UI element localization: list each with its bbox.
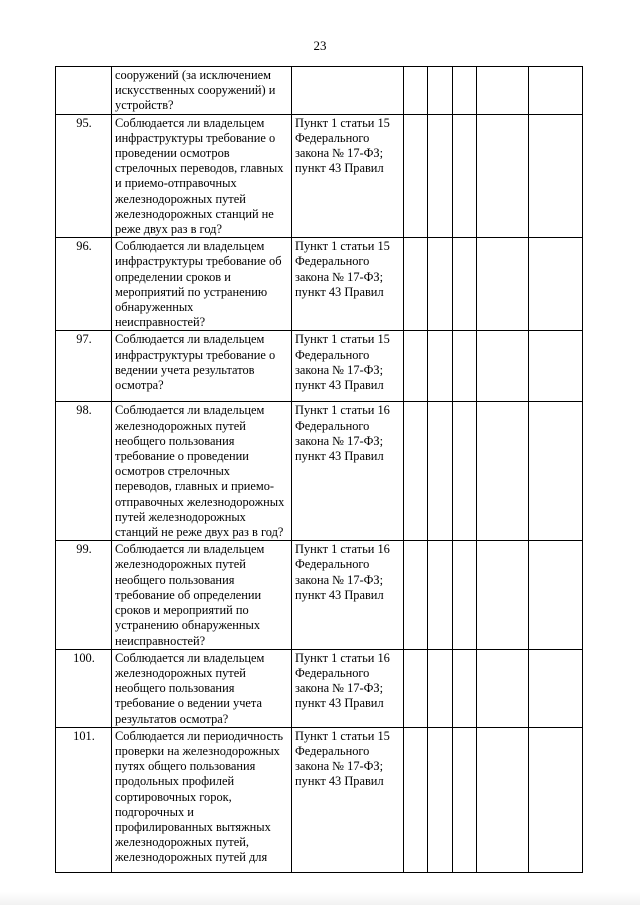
answer-cell [529, 649, 583, 727]
basis-line: закона № 17-ФЗ; [295, 681, 384, 696]
requirement-question [112, 541, 292, 649]
basis-line: Пункт 1 статьи 15 [295, 239, 390, 254]
answer-cell [477, 238, 529, 331]
question-line: Соблюдается ли владельцем [115, 403, 265, 418]
basis-line: Федерального [295, 557, 370, 572]
question-line: неисправностей? [115, 315, 206, 330]
table-row [56, 67, 583, 115]
item-number: 95. [56, 114, 112, 238]
basis-line: Пункт 1 статьи 15 [295, 332, 390, 347]
question-line: железнодорожных путей [115, 418, 246, 433]
question-line: ведении учета результатов [115, 362, 255, 377]
question-line: Соблюдается ли владельцем [115, 650, 265, 665]
table-row [56, 331, 583, 402]
question-line: осмотра? [115, 378, 164, 393]
basis-line: пункт 43 Правил [295, 161, 384, 176]
question-line: Соблюдается ли владельцем [115, 115, 265, 130]
scan-bottom-edge [0, 892, 640, 905]
item-number: 100. [56, 649, 112, 727]
legal-basis [292, 649, 404, 727]
answer-cell [428, 114, 453, 238]
table-row [56, 402, 583, 541]
legal-basis [292, 541, 404, 649]
answer-cell [477, 331, 529, 402]
basis-line: закона № 17-ФЗ; [295, 572, 384, 587]
question-line: путей железнодорожных [115, 509, 246, 524]
question-line: инфраструктуры требование о [115, 347, 276, 362]
item-number: 99. [56, 541, 112, 649]
basis-line: Пункт 1 статьи 15 [295, 115, 390, 130]
answer-cell [453, 649, 477, 727]
basis-line: Пункт 1 статьи 16 [295, 403, 390, 418]
answer-cell [453, 114, 477, 238]
question-line: Соблюдается ли владельцем [115, 239, 265, 254]
checklist-table [55, 66, 583, 873]
question-line: подгорочных и [115, 804, 194, 819]
question-line: результатов осмотра? [115, 711, 229, 726]
basis-line: Федерального [295, 743, 370, 758]
question-line: стрелочных переводов, главных [115, 161, 284, 176]
question-line: проверки на железнодорожных [115, 743, 280, 758]
basis-line: пункт 43 Правил [295, 378, 384, 393]
question-line: путях общего пользования [115, 759, 256, 774]
answer-cell [453, 238, 477, 331]
question-line: определении сроков и [115, 269, 231, 284]
question-line: профилированных вытяжных [115, 819, 271, 834]
question-line: и приемо-отправочных [115, 176, 237, 191]
answer-cell [453, 541, 477, 649]
basis-line: закона № 17-ФЗ; [295, 362, 384, 377]
question-line: инфраструктуры требование об [115, 254, 282, 269]
question-line: реже двух раз в год? [115, 222, 222, 237]
answer-cell [428, 649, 453, 727]
answer-cell [453, 331, 477, 402]
basis-line: Пункт 1 статьи 15 [295, 728, 390, 743]
question-line: сооружений (за исключением [115, 68, 271, 82]
requirement-question [112, 331, 292, 402]
basis-line: Федерального [295, 665, 370, 680]
answer-cell [529, 541, 583, 649]
question-line: Соблюдается ли владельцем [115, 542, 265, 557]
basis-line: пункт 43 Правил [295, 696, 384, 711]
question-line: осмотров стрелочных [115, 464, 230, 479]
basis-line: Федерального [295, 130, 370, 145]
answer-cell [428, 67, 453, 115]
question-line: мероприятий по устранению [115, 284, 268, 299]
table-row [56, 649, 583, 727]
basis-line: пункт 43 Правил [295, 449, 384, 464]
answer-cell [428, 402, 453, 541]
answer-cell [529, 238, 583, 331]
answer-cell [404, 649, 428, 727]
answer-cell [404, 402, 428, 541]
question-line: железнодорожных станций не [115, 206, 274, 221]
answer-cell [428, 331, 453, 402]
answer-cell [404, 331, 428, 402]
answer-cell [428, 541, 453, 649]
question-line: сортировочных горок, [115, 789, 232, 804]
legal-basis [292, 331, 404, 402]
question-line: железнодорожных путей [115, 665, 246, 680]
question-line: требование о ведении учета [115, 696, 262, 711]
answer-cell [453, 67, 477, 115]
table-row [56, 238, 583, 331]
basis-line: Федерального [295, 347, 370, 362]
question-line: переводов, главных и приемо- [115, 479, 275, 494]
answer-cell [529, 402, 583, 541]
table-row [56, 541, 583, 649]
question-line: необщего пользования [115, 681, 235, 696]
answer-cell [453, 727, 477, 872]
question-line: сроков и мероприятий по [115, 603, 249, 618]
question-line: Соблюдается ли периодичность [115, 728, 284, 743]
requirement-question [112, 402, 292, 541]
basis-line: закона № 17-ФЗ; [295, 433, 384, 448]
question-line: отправочных железнодорожных [115, 494, 285, 509]
basis-line: закона № 17-ФЗ; [295, 269, 384, 284]
table-row [56, 727, 583, 872]
question-line: железнодорожных путей [115, 191, 246, 206]
basis-line: пункт 43 Правил [295, 587, 384, 602]
answer-cell [529, 331, 583, 402]
question-line: железнодорожных путей, [115, 835, 249, 850]
question-line: необщего пользования [115, 433, 235, 448]
question-line: устройств? [115, 98, 174, 113]
item-number: 98. [56, 402, 112, 541]
requirement-question [112, 727, 292, 872]
legal-basis [292, 238, 404, 331]
answer-cell [428, 238, 453, 331]
question-line: обнаруженных [115, 300, 194, 315]
basis-line: Федерального [295, 418, 370, 433]
question-line: требование о проведении [115, 449, 249, 464]
answer-cell [428, 727, 453, 872]
legal-basis [292, 67, 404, 115]
page-number: 23 [313, 38, 327, 53]
table-row [56, 114, 583, 238]
question-line: инфраструктуры требование о [115, 130, 276, 145]
question-line: железнодорожных путей для [115, 850, 268, 865]
answer-cell [529, 727, 583, 872]
question-line: неисправностей? [115, 633, 206, 648]
question-line: продольных профилей [115, 774, 235, 789]
question-line: требование об определении [115, 587, 262, 602]
answer-cell [404, 727, 428, 872]
question-line: Соблюдается ли владельцем [115, 332, 265, 347]
requirement-question [112, 114, 292, 238]
answer-cell [477, 114, 529, 238]
answer-cell [404, 114, 428, 238]
basis-line: закона № 17-ФЗ; [295, 759, 384, 774]
question-line: необщего пользования [115, 572, 235, 587]
basis-line: закона № 17-ФЗ; [295, 146, 384, 161]
basis-line: Федерального [295, 254, 370, 269]
item-number: 97. [56, 331, 112, 402]
answer-cell [477, 402, 529, 541]
requirement-question [112, 238, 292, 331]
question-line: проведении осмотров [115, 146, 230, 161]
legal-basis [292, 402, 404, 541]
basis-line: Пункт 1 статьи 16 [295, 650, 390, 665]
item-number: 96. [56, 238, 112, 331]
answer-cell [529, 114, 583, 238]
legal-basis [292, 114, 404, 238]
answer-cell [477, 649, 529, 727]
legal-basis [292, 727, 404, 872]
answer-cell [477, 541, 529, 649]
basis-line: пункт 43 Правил [295, 774, 384, 789]
basis-line: Пункт 1 статьи 16 [295, 542, 390, 557]
answer-cell [404, 67, 428, 115]
question-line: станций не реже двух раз в год? [115, 525, 284, 540]
question-line: устранению обнаруженных [115, 618, 261, 633]
question-line: искусственных сооружений) и [115, 83, 276, 98]
answer-cell [404, 238, 428, 331]
answer-cell [477, 67, 529, 115]
requirement-question [112, 67, 292, 115]
item-number: 101. [56, 727, 112, 872]
answer-cell [453, 402, 477, 541]
checklist-rows [56, 67, 583, 873]
answer-cell [404, 541, 428, 649]
question-line: железнодорожных путей [115, 557, 246, 572]
basis-line: пункт 43 Правил [295, 284, 384, 299]
item-number [56, 67, 112, 115]
requirement-question [112, 649, 292, 727]
answer-cell [529, 67, 583, 115]
answer-cell [477, 727, 529, 872]
